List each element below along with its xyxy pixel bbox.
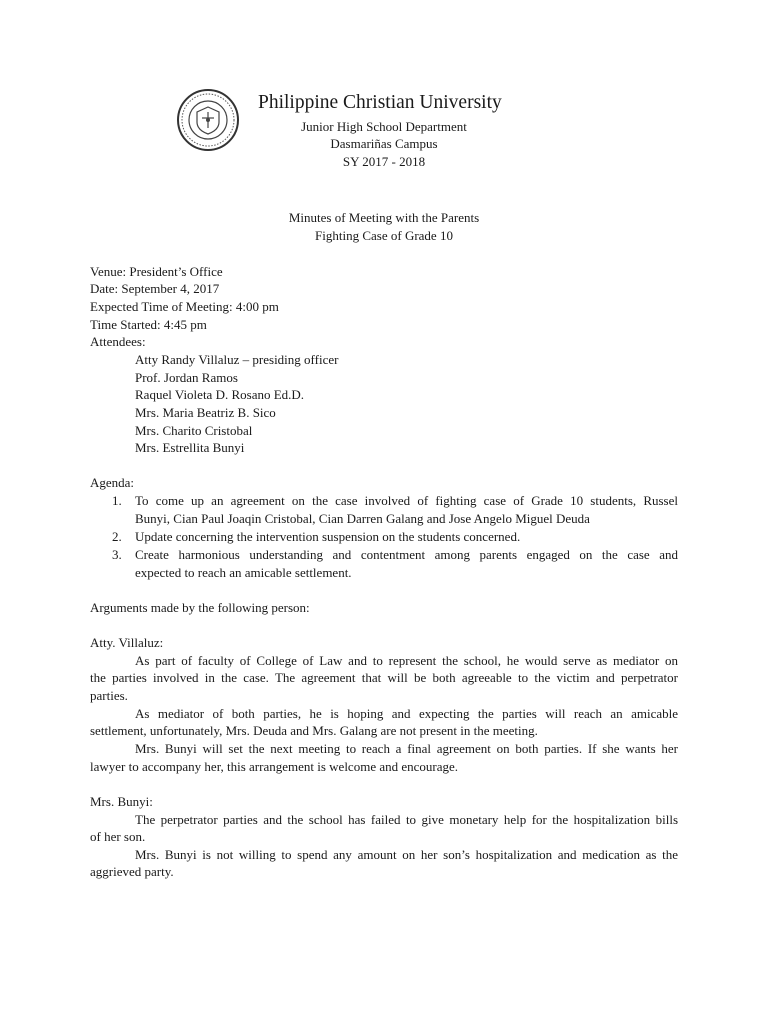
agenda-item-text: Bunyi, Cian Paul Joaqin Cristobal, Cian Darren Galang and Jose Angelo Miguel Deuda	[135, 511, 590, 526]
paragraph-line: Mrs. Bunyi is not willing to spend any amount on her son’s hospitalization and medication as the	[135, 847, 678, 862]
attendee-item: Mrs. Estrellita Bunyi	[135, 440, 245, 455]
attendee-item: Raquel Violeta D. Rosano Ed.D.	[135, 387, 305, 402]
campus-name: Dasmariñas Campus	[330, 136, 438, 151]
document-subtitle: Fighting Case of Grade 10	[315, 228, 453, 243]
paragraph-line: aggrieved party.	[90, 864, 174, 879]
speaker-label: Mrs. Bunyi:	[90, 794, 153, 809]
document-title: Minutes of Meeting with the Parents	[288, 210, 480, 225]
paragraph-line: As mediator of both parties, he is hoping and expecting the parties will reach an amicable	[135, 706, 678, 721]
attendee-item: Prof. Jordan Ramos	[135, 370, 238, 385]
paragraph-line: of her son.	[90, 829, 146, 844]
agenda-item-text: Create harmonious understanding and contentment among parents engaged on the case and	[135, 547, 678, 562]
paragraph-line: parties.	[90, 688, 128, 703]
school-year: SY 2017 - 2018	[342, 154, 426, 169]
agenda-item-text: expected to reach an amicable settlement.	[135, 565, 352, 580]
agenda-item-number: 1.	[112, 493, 122, 508]
paragraph-line: lawyer to accompany her, this arrangement is welcome and encourage.	[90, 759, 459, 774]
date-line: Date: September 4, 2017	[90, 281, 220, 296]
arguments-label: Arguments made by the following person:	[90, 600, 310, 615]
agenda-item-text: Update concerning the intervention suspension on the students concerned.	[135, 529, 521, 544]
attendee-item: Mrs. Charito Cristobal	[135, 423, 253, 438]
attendee-item: Mrs. Maria Beatriz B. Sico	[135, 405, 276, 420]
attendees-label: Attendees:	[90, 334, 146, 349]
agenda-item-text: To come up an agreement on the case involved of fighting case of Grade 10 students, Russel	[135, 493, 678, 508]
time-started-line: Time Started: 4:45 pm	[90, 317, 207, 332]
paragraph-line: The perpetrator parties and the school has failed to give monetary help for the hospitalization bills	[135, 812, 678, 827]
department-name: Junior High School Department	[301, 119, 467, 134]
venue-line: Venue: President’s Office	[90, 264, 223, 279]
paragraph-line: As part of faculty of College of Law and to represent the school, he would serve as mediator on	[135, 653, 678, 668]
speaker-label: Atty. Villaluz:	[90, 635, 164, 650]
university-name: Philippine Christian University	[258, 92, 502, 113]
attendee-item: Atty Randy Villaluz – presiding officer	[135, 352, 339, 367]
paragraph-line: settlement, unfortunately, Mrs. Deuda and Mrs. Galang are not present in the meeting.	[90, 723, 538, 738]
agenda-item-number: 3.	[112, 547, 122, 562]
paragraph-line: Mrs. Bunyi will set the next meeting to reach a final agreement on both parties. If she wants her	[135, 741, 678, 756]
agenda-label: Agenda:	[90, 475, 135, 490]
agenda-item-number: 2.	[112, 529, 122, 544]
paragraph-line: the parties involved in the case. The agreement that will be both agreeable to the victim and perpetrator	[90, 670, 678, 685]
expected-time-line: Expected Time of Meeting: 4:00 pm	[90, 299, 279, 314]
